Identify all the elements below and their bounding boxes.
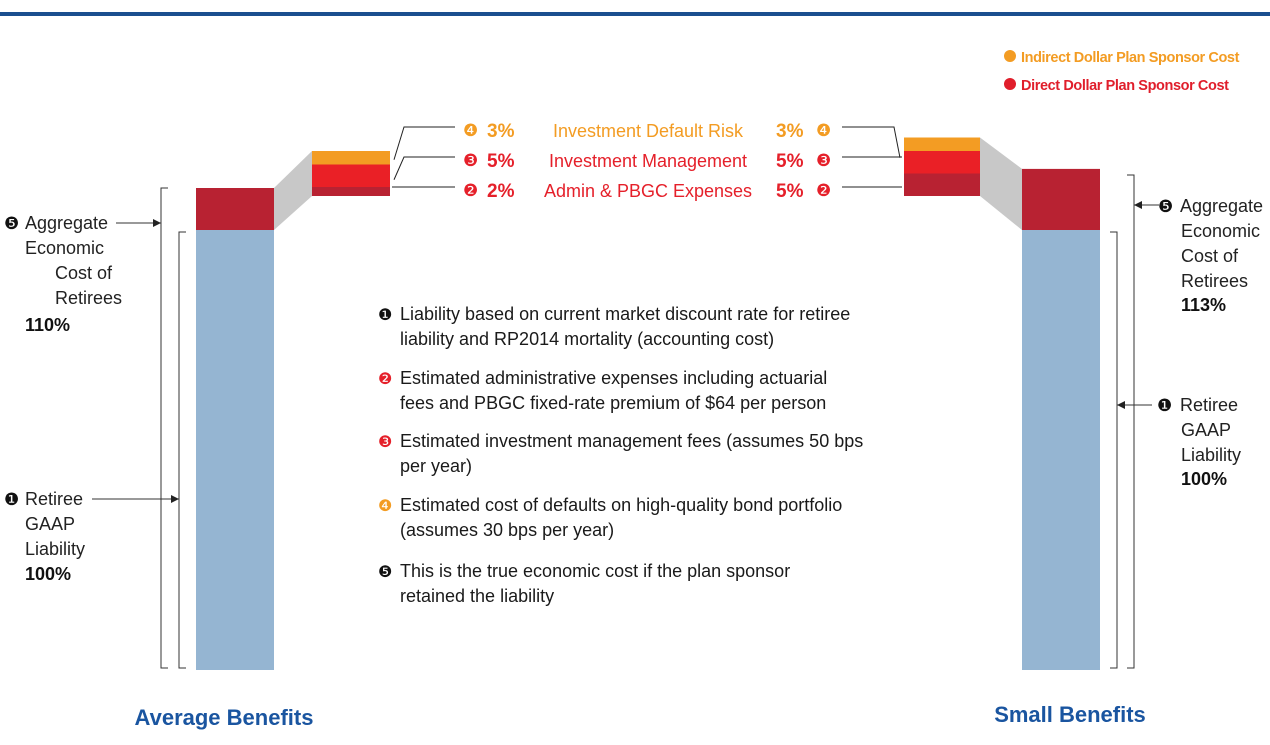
arrow-right-liability-head	[1117, 401, 1125, 409]
stack-average-seg-3	[312, 151, 390, 165]
stack-average-seg-1	[312, 187, 390, 196]
cost-value-left-2: 5%	[487, 151, 515, 172]
right-aggregate-line-4: Retirees	[1181, 271, 1249, 291]
stack-average-seg-2	[312, 165, 390, 188]
category-label-average: Average Benefits	[134, 705, 314, 730]
left-aggregate-line-2: Economic	[25, 238, 105, 258]
cost-marker-right-3: ❷	[816, 181, 832, 200]
bracket-right-aggregate	[1127, 175, 1134, 668]
arrow-left-aggregate-head	[153, 219, 161, 227]
note-3-line-1: Estimated investment management fees (assumes 50 bps	[400, 431, 864, 451]
top-rule	[0, 12, 1270, 16]
right-aggregate-line-3: Cost of	[1181, 246, 1239, 266]
cost-value-left-3: 2%	[487, 181, 515, 202]
cost-marker-left-2: ❸	[463, 151, 479, 170]
stack-small-seg-1	[904, 174, 980, 197]
cost-value-right-3: 5%	[776, 181, 804, 202]
cost-marker-left-1: ❹	[463, 121, 479, 140]
right-liability-marker: ❶	[1157, 396, 1173, 415]
bar-aggregate-cost-small	[1022, 169, 1100, 230]
cost-value-right-2: 5%	[776, 151, 804, 172]
note-4-line-1: Estimated cost of defaults on high-quality bond portfolio	[400, 495, 843, 515]
right-aggregate-line-2: Economic	[1181, 221, 1261, 241]
arrow-right-aggregate-head	[1134, 201, 1142, 209]
category-label-small: Small Benefits	[994, 702, 1146, 727]
arrow-left-liability-head	[171, 495, 179, 503]
bracket-right-liability	[1110, 232, 1117, 668]
note-1-line-2: liability and RP2014 mortality (accounting cost)	[400, 329, 775, 349]
legend-direct-label: Direct Dollar Plan Sponsor Cost	[1021, 78, 1229, 94]
left-liability-line-1: Retiree	[25, 489, 84, 509]
note-5-line-2: retained the liability	[400, 586, 555, 606]
right-liability-value: 100%	[1181, 469, 1228, 489]
note-3-line-2: per year)	[400, 456, 473, 476]
leader-right-1	[842, 127, 900, 158]
note-2-line-1: Estimated administrative expenses including actuarial	[400, 368, 828, 388]
cost-name-1: Investment Default Risk	[552, 121, 744, 141]
left-liability-line-2: GAAP	[25, 514, 76, 534]
left-aggregate-line-3: Cost of	[55, 263, 113, 283]
legend-direct-swatch	[1004, 78, 1016, 90]
note-2-line-2: fees and PBGC fixed-rate premium of $64 per person	[400, 393, 827, 413]
note-marker-2: ❷	[378, 371, 393, 388]
left-aggregate-value: 110%	[25, 315, 71, 335]
bar-liability-average	[196, 230, 274, 670]
cost-marker-right-1: ❹	[816, 121, 832, 140]
cost-name-2: Investment Management	[548, 151, 748, 171]
note-4-line-2: (assumes 30 bps per year)	[400, 520, 615, 540]
cost-name-3: Admin & PBGC Expenses	[543, 181, 753, 201]
cost-marker-left-3: ❷	[463, 181, 479, 200]
left-liability-value: 100%	[25, 564, 72, 584]
right-aggregate-marker: ❺	[1158, 197, 1174, 216]
note-marker-1: ❶	[378, 307, 393, 324]
legend-indirect-swatch	[1004, 50, 1016, 62]
right-aggregate-line-1: Aggregate	[1180, 196, 1264, 216]
stack-small-seg-3	[904, 138, 980, 152]
cost-marker-right-2: ❸	[816, 151, 832, 170]
left-liability-marker: ❶	[4, 490, 20, 509]
note-marker-5: ❺	[378, 564, 393, 581]
bracket-left-aggregate	[161, 188, 168, 668]
left-aggregate-line-1: Aggregate	[25, 213, 109, 233]
note-1-line-1: Liability based on current market discount rate for retiree	[400, 304, 851, 324]
bar-liability-small	[1022, 230, 1100, 670]
bracket-left-liability	[179, 232, 186, 668]
left-aggregate-marker: ❺	[4, 214, 20, 233]
legend-indirect-label: Indirect Dollar Plan Sponsor Cost	[1021, 50, 1240, 66]
connector-small	[980, 138, 1022, 231]
leader-left-1	[394, 127, 455, 160]
note-marker-4: ❹	[378, 498, 393, 515]
bar-aggregate-cost-average	[196, 188, 274, 230]
right-liability-line-2: GAAP	[1181, 420, 1232, 440]
stack-small-seg-2	[904, 151, 980, 174]
cost-value-right-1: 3%	[776, 121, 804, 142]
right-liability-line-1: Retiree	[1180, 395, 1239, 415]
note-5-line-1: This is the true economic cost if the plan sponsor	[400, 561, 791, 581]
cost-value-left-1: 3%	[487, 121, 515, 142]
leader-left-2	[394, 157, 455, 180]
right-liability-line-3: Liability	[1181, 445, 1242, 465]
right-aggregate-value: 113%	[1181, 295, 1227, 315]
connector-average	[274, 151, 312, 230]
left-aggregate-line-4: Retirees	[55, 288, 123, 308]
left-liability-line-3: Liability	[25, 539, 86, 559]
note-marker-3: ❸	[378, 434, 393, 451]
